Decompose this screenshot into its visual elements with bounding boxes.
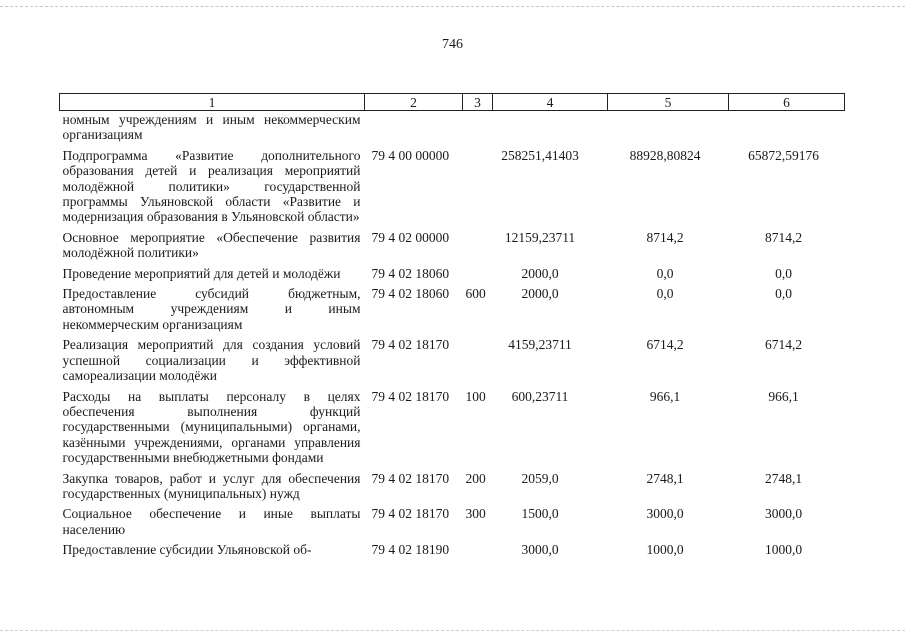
column-header-3: 3: [463, 94, 493, 111]
row-value-5: 0,0: [656, 286, 674, 302]
budget-table: [59, 93, 845, 558]
row-value-4: 2000,0: [521, 286, 559, 302]
row-code: 79 4 00 00000: [371, 147, 450, 163]
row-type: [463, 332, 493, 383]
row-value-6: 966,1: [768, 388, 799, 404]
row-code: 79 4 02 18190: [371, 542, 450, 558]
row-name: Предоставление субсидий бюджетным, автономным учреждениям и иным некоммерческим организациям: [62, 286, 361, 332]
row-type: 600: [465, 286, 486, 302]
row-type: [463, 111, 493, 143]
row-value-4: 1500,0: [521, 506, 559, 522]
table-row: [60, 384, 845, 466]
row-code: 79 4 02 18170: [371, 337, 450, 353]
row-value-4: 2000,0: [521, 265, 559, 281]
column-header-4: 4: [493, 94, 608, 111]
row-value-5: [608, 111, 729, 143]
row-code: 79 4 02 18170: [371, 470, 450, 486]
table-row: [60, 225, 845, 261]
table-row: [60, 501, 845, 537]
row-value-4: 4159,23711: [508, 337, 572, 353]
table-row: [60, 111, 845, 143]
row-value-4: 2059,0: [521, 470, 559, 486]
row-type: [463, 143, 493, 225]
row-value-5: 2748,1: [646, 470, 684, 486]
row-value-4: 3000,0: [521, 542, 559, 558]
row-value-6: 0,0: [775, 286, 792, 302]
column-header-1: 1: [60, 94, 365, 111]
row-type: [463, 261, 493, 281]
row-value-6: 3000,0: [764, 506, 803, 522]
row-type: 100: [465, 388, 486, 404]
table-row: [60, 261, 845, 281]
row-value-6: 6714,2: [764, 337, 803, 353]
row-value-5: 88928,80824: [629, 147, 701, 163]
row-type: [463, 225, 493, 261]
row-name: Подпрограмма «Развитие дополнительного образования детей и реализация мероприятий молодёжной политики» государственной программы Ульяновской области «Развитие и модернизация образования в Ульяновской области»: [62, 147, 361, 225]
row-value-6: 2748,1: [764, 470, 803, 486]
row-value-4: 258251,41403: [501, 147, 579, 163]
row-value-5: 1000,0: [646, 542, 684, 558]
row-value-5: 6714,2: [646, 337, 684, 353]
row-value-6: [729, 111, 845, 143]
row-code: 79 4 02 18060: [371, 286, 450, 302]
column-header-2: 2: [365, 94, 463, 111]
row-value-5: 8714,2: [646, 229, 684, 245]
scan-edge-bottom: [0, 630, 905, 631]
table-row: [60, 281, 845, 332]
row-name: Социальное обеспечение и иные выплаты населению: [62, 506, 361, 537]
row-value-5: 966,1: [649, 388, 681, 404]
row-code: 79 4 02 18170: [371, 506, 450, 522]
table-row: [60, 466, 845, 502]
table-row: [60, 537, 845, 557]
page-number: 746: [442, 37, 463, 52]
row-name: Закупка товаров, работ и услуг для обеспечения государственных (муниципальных) нужд: [62, 470, 361, 501]
column-header-6: 6: [729, 94, 845, 111]
row-code: 79 4 02 18170: [371, 388, 450, 404]
row-type: 200: [465, 470, 486, 486]
row-value-5: 3000,0: [646, 506, 684, 522]
row-value-6: 0,0: [775, 265, 792, 281]
row-value-4: 12159,23711: [504, 229, 576, 245]
row-code: 79 4 02 18060: [371, 265, 450, 281]
row-name: Расходы на выплаты персоналу в целях обеспечения выполнения функций государственными (муниципальными) органами, казёнными учреждениями, органами управления государственными внебюджетными фондами: [62, 388, 361, 466]
scan-edge-top: [0, 6, 905, 7]
row-name: Реализация мероприятий для создания условий успешной социализации и эффективной самореализации молодёжи: [62, 337, 361, 384]
row-name: Проведение мероприятий для детей и молодёжи: [62, 265, 341, 281]
row-value-6: 1000,0: [764, 542, 803, 558]
row-value-4: 600,23711: [511, 388, 569, 404]
table-row: [60, 332, 845, 383]
row-type: [463, 537, 493, 557]
row-code: 79 4 02 00000: [371, 229, 450, 245]
row-code: [365, 111, 463, 143]
row-value-5: 0,0: [656, 265, 674, 281]
row-type: 300: [465, 506, 486, 522]
row-name: Предоставление субсидии Ульяновской об-: [62, 542, 312, 558]
row-value-6: 65872,59176: [748, 147, 819, 163]
column-header-5: 5: [608, 94, 729, 111]
row-value-4: [493, 111, 608, 143]
row-name: номным учреждениям и иным некоммерческим организациям: [62, 112, 361, 143]
row-value-6: 8714,2: [764, 229, 803, 245]
table-row: [60, 143, 845, 225]
row-name: Основное мероприятие «Обеспечение развития молодёжной политики»: [62, 229, 361, 261]
table-header-row: [60, 94, 845, 111]
